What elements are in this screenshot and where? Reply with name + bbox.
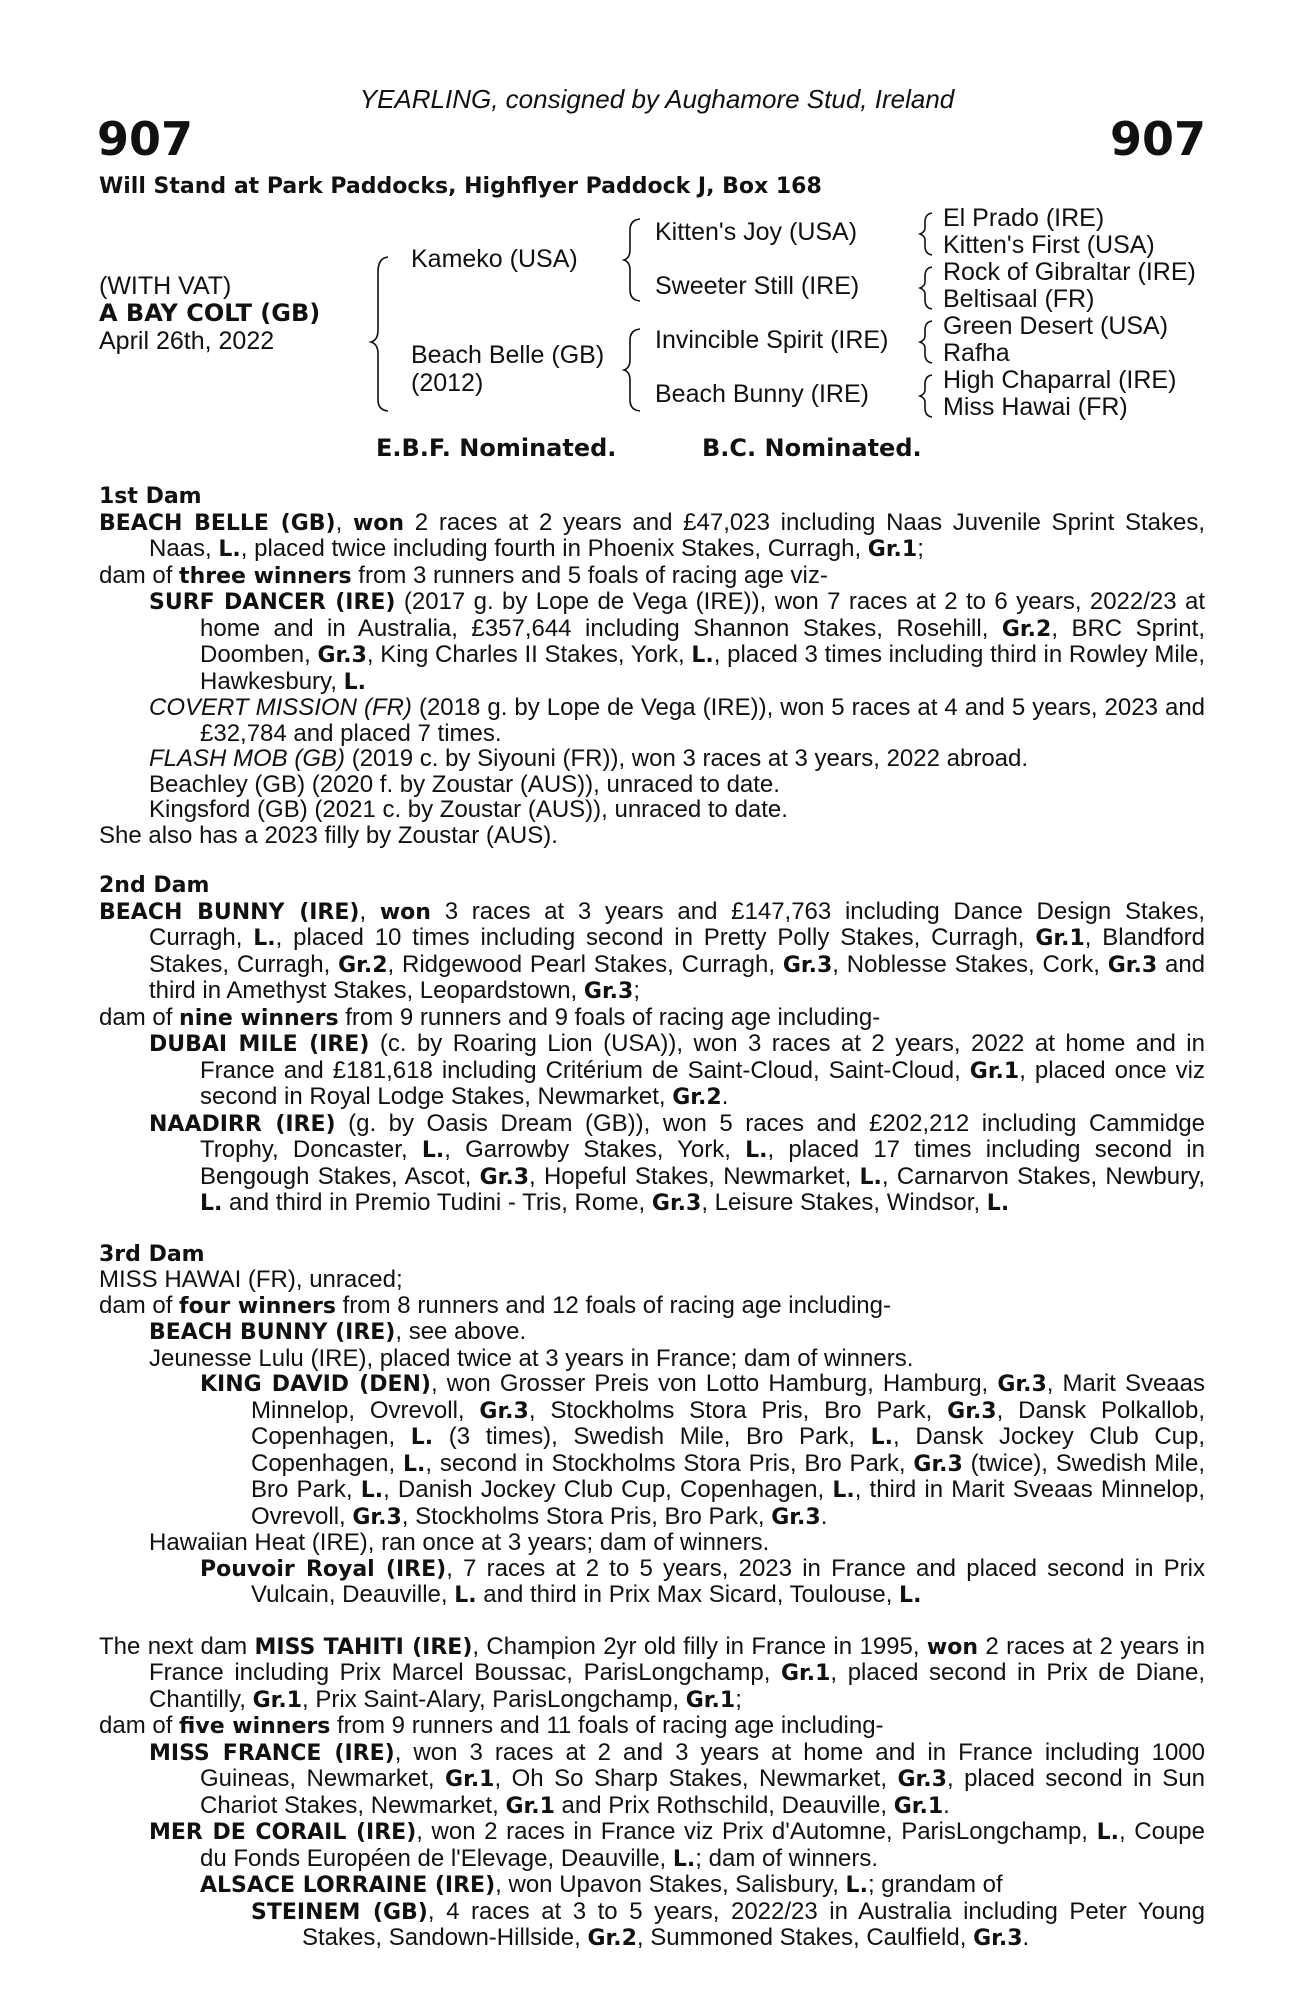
text: , Marit Sveaas Minnelop, Ovrevoll,: [251, 1370, 1205, 1424]
text: dam of: [99, 1003, 180, 1031]
produce-record: [99, 1872, 1205, 1899]
text: ;: [633, 977, 641, 1004]
text: , Stockholms Stora Pris, Bro Park,: [401, 1502, 772, 1530]
text: and Prix Rothschild, Deauville,: [554, 1791, 894, 1819]
consignor-line: YEARLING, consigned by Aughamore Stud, Ireland: [359, 84, 955, 114]
text: , placed 17 times including second in Bengough Stakes, Ascot,: [200, 1136, 1205, 1190]
dam-of-dam: Beach Bunny (IRE): [655, 380, 869, 408]
bold-text: STEINEM (GB): [251, 1899, 428, 1925]
gen3-ancestor: High Chaparral (IRE): [943, 366, 1177, 394]
text: , Hopeful Stakes, Newmarket,: [529, 1162, 860, 1190]
bold-text: Gr.1: [867, 537, 918, 562]
produce-record: [99, 1346, 1205, 1372]
text: , won 3 races at 2 and 3 years at home and in France including 1000 Guineas, Newmarket,: [200, 1738, 1205, 1792]
bc-nomination: B.C. Nominated.: [702, 434, 922, 462]
text: from 3 runners and 5 foals of racing age viz-: [351, 561, 828, 589]
bold-text: L.: [421, 1138, 445, 1163]
bold-text: DUBAI MILE (IRE): [149, 1032, 370, 1057]
text: , Summoned Stakes, Caulfield,: [636, 1924, 974, 1951]
text: , Dansk Jockey Club Cup, Copenhagen,: [251, 1423, 1206, 1477]
produce-record: [99, 772, 1205, 798]
text: 3 races at 3 years and £147,763 including Dance Design Stakes, Curragh,: [149, 897, 1205, 951]
bold-text: Gr.3: [973, 1926, 1023, 1951]
text: dam of: [99, 1291, 180, 1319]
text: ; dam of winners.: [695, 1844, 879, 1872]
text: , placed second in Sun Chariot Stakes, Newmarket,: [200, 1765, 1206, 1819]
bold-text: won: [352, 510, 405, 536]
stand-location: Will Stand at Park Paddocks, Highflyer Paddock J, Box 168: [99, 174, 822, 199]
bold-text: L.: [859, 1164, 882, 1190]
text: and third in Amethyst Stakes, Leopardstown,: [149, 950, 1206, 1004]
bold-text: L.: [845, 1873, 868, 1898]
bold-text: won: [379, 899, 431, 925]
dam-name: Beach Belle (GB): [411, 341, 605, 369]
text: , 7 races at 2 to 5 years, 2023 in France and placed second in Prix Vulcain, Deauville,: [251, 1554, 1205, 1608]
text: (3 times), Swedish Mile, Bro Park,: [433, 1423, 871, 1450]
text: 2 races at 2 years and £47,023 including Naas Juvenile Sprint Stakes, Naas,: [149, 508, 1206, 562]
produce-record: [99, 1319, 1205, 1346]
text: , Leisure Stakes, Windsor,: [701, 1189, 987, 1216]
text: , Ridgewood Pearl Stakes, Curragh,: [387, 950, 783, 978]
text: Hawaiian Heat (IRE), ran once at 3 years; dam of winners.: [149, 1529, 770, 1556]
produce-record: [99, 746, 1205, 772]
text: dam of: [99, 1712, 180, 1739]
bold-text: L.: [218, 537, 241, 562]
bold-text: four winners: [179, 1293, 336, 1319]
text: (2017 g. by Lope de Vega (IRE)), won 7 races at 2 to 6 years, 2022/23 at home and in Australia, £357,644 including Shannon Stakes, Rosehill,: [200, 588, 1206, 642]
text: The next dam: [99, 1632, 255, 1660]
ebf-nomination: E.B.F. Nominated.: [376, 434, 617, 462]
bold-text: Gr.1: [969, 1058, 1020, 1084]
text: , placed once viz second in Royal Lodge Stakes, Newmarket,: [200, 1056, 1205, 1110]
produce-record: [99, 589, 1205, 695]
lot-number-right: 907: [1109, 112, 1206, 166]
bold-text: Gr.1: [1035, 926, 1085, 951]
text: Jeunesse Lulu (IRE), placed twice at 3 years in France; dam of winners.: [149, 1344, 914, 1372]
text: , Prix Saint-Alary, ParisLongchamp,: [302, 1685, 686, 1713]
lot-number-left: 907: [97, 112, 194, 166]
vat-note: (WITH VAT): [99, 272, 232, 300]
bold-text: ALSACE LORRAINE (IRE): [200, 1873, 496, 1898]
bold-text: NAADIRR (IRE): [149, 1111, 336, 1137]
bold-text: L.: [402, 1451, 426, 1477]
text: , Noblesse Stakes, Cork,: [832, 950, 1108, 978]
produce-record: [99, 797, 1205, 823]
bold-text: Gr.3: [352, 1504, 402, 1530]
bold-text: Gr.3: [479, 1164, 530, 1190]
text: , Coupe du Fonds Européen de l'Elevage, Deauville,: [200, 1818, 1205, 1872]
bold-text: L.: [745, 1138, 768, 1163]
text: , Danish Jockey Club Cup, Copenhagen,: [383, 1476, 833, 1503]
bold-text: Gr.3: [997, 1372, 1047, 1397]
sire-name: Kameko (USA): [411, 245, 578, 273]
bold-text: BEACH BUNNY (IRE): [149, 1320, 396, 1345]
produce-record: [99, 1819, 1205, 1872]
produce-record: [99, 1556, 1205, 1609]
text: ,: [335, 508, 353, 536]
bold-text: MISS TAHITI (IRE): [254, 1634, 473, 1660]
bold-text: Gr.3: [913, 1451, 963, 1477]
bold-text: Gr.1: [893, 1793, 944, 1819]
bold-text: Gr.3: [782, 952, 833, 978]
text: (2018 g. by Lope de Vega (IRE)), won 5 races at 4 and 5 years, 2023 and £32,784 and placed 7 times.: [200, 694, 1206, 747]
text: ; grandam of: [867, 1871, 1003, 1898]
bold-text: SURF DANCER (IRE): [149, 590, 396, 615]
italic-text: COVERT MISSION (FR): [149, 694, 412, 721]
bold-text: L.: [360, 1478, 384, 1503]
text: , won Upavon Stakes, Salisbury,: [495, 1871, 846, 1898]
produce-record: [99, 899, 1205, 1005]
bold-text: Gr.3: [947, 1398, 997, 1424]
produce-record: [99, 1031, 1205, 1111]
bold-text: L.: [343, 669, 366, 695]
catalogue-body: [99, 484, 1205, 1977]
section-heading: 2nd Dam: [99, 873, 210, 898]
bold-text: five winners: [179, 1714, 331, 1739]
text: , see above.: [395, 1318, 527, 1345]
bold-text: L.: [986, 1191, 1010, 1216]
bold-text: BEACH BELLE (GB): [99, 510, 336, 536]
bold-text: Gr.3: [479, 1398, 529, 1424]
bold-text: L.: [899, 1583, 922, 1608]
text: , placed 10 times including second in Pretty Polly Stakes, Curragh,: [275, 924, 1036, 951]
bold-text: won: [926, 1634, 979, 1660]
dam-of-sire: Sweeter Still (IRE): [655, 272, 860, 300]
bold-text: Gr.1: [445, 1767, 495, 1792]
section-heading: 3rd Dam: [99, 1241, 205, 1267]
bold-text: Gr.1: [780, 1661, 831, 1686]
text: dam of: [99, 561, 180, 589]
text: , Carnarvon Stakes, Newbury,: [881, 1162, 1206, 1190]
text: and third in Premio Tudini - Tris, Rome,: [222, 1189, 652, 1216]
section-heading: 1st Dam: [99, 484, 202, 509]
gen3-ancestor: Rock of Gibraltar (IRE): [943, 258, 1196, 286]
text: (2019 c. by Siyouni (FR)), won 3 races at 3 years, 2022 abroad.: [345, 745, 1029, 772]
bold-text: Gr.2: [1001, 616, 1052, 642]
gen3-ancestor: El Prado (IRE): [943, 204, 1105, 232]
bold-text: L.: [253, 926, 276, 951]
text: from 9 runners and 9 foals of racing age including-: [338, 1003, 881, 1031]
text: (c. by Roaring Lion (USA)), won 3 races at 2 years, 2022 at home and in France and £181,618 including Critérium de Saint-Cloud, Saint-Cloud,: [200, 1030, 1205, 1084]
bold-text: MISS FRANCE (IRE): [149, 1740, 395, 1766]
text: 2 races at 2 years in France including Prix Marcel Boussac, ParisLongchamp,: [149, 1632, 1205, 1686]
text: , BRC Sprint, Doomben,: [200, 614, 1205, 668]
dam-section: [99, 484, 1205, 848]
sire-of-dam: Invincible Spirit (IRE): [655, 326, 889, 354]
produce-record: [99, 1293, 1205, 1320]
text: and third in Prix Max Sicard, Toulouse,: [476, 1581, 900, 1608]
bold-text: Gr.3: [317, 643, 367, 668]
text: (twice), Swedish Mile, Bro Park,: [251, 1449, 1205, 1503]
bold-text: nine winners: [179, 1005, 339, 1031]
foaling-date: April 26th, 2022: [99, 327, 275, 355]
text: , King Charles II Stakes, York,: [366, 641, 692, 668]
bold-text: Gr.2: [587, 1926, 637, 1951]
text: , won 2 races in France viz Prix d'Automne, ParisLongchamp,: [416, 1818, 1097, 1845]
text: , third in Marit Sveaas Minnelop, Ovrevoll,: [251, 1476, 1205, 1530]
gen3-ancestor: Miss Hawai (FR): [943, 393, 1128, 421]
dam-section: [99, 1242, 1205, 1609]
bold-text: L.: [691, 643, 714, 668]
italic-text: FLASH MOB (GB): [149, 745, 346, 772]
bold-text: L.: [870, 1425, 894, 1450]
text: , placed twice including fourth in Phoenix Stakes, Curragh,: [240, 535, 868, 562]
text: , placed second in Prix de Diane, Chantilly,: [149, 1659, 1205, 1713]
produce-record: [99, 1740, 1205, 1820]
produce-record: [99, 1530, 1205, 1556]
produce-record: [99, 1634, 1205, 1714]
bold-text: three winners: [179, 563, 352, 589]
dam-foaled-year: (2012): [411, 369, 484, 397]
produce-record: [99, 823, 1205, 849]
text: .: [943, 1791, 950, 1819]
text: , Stockholms Stora Pris, Bro Park,: [528, 1396, 948, 1424]
bold-text: BEACH BUNNY (IRE): [99, 899, 360, 925]
text: She also has a 2023 filly by Zoustar (AUS).: [99, 821, 558, 849]
bold-text: L.: [410, 1425, 434, 1450]
bold-text: Gr.1: [252, 1687, 303, 1713]
bold-text: Gr.3: [1107, 952, 1158, 978]
bold-text: Gr.2: [672, 1085, 722, 1110]
gen3-ancestor: Beltisaal (FR): [943, 285, 1095, 313]
dam-section: [99, 873, 1205, 1217]
text: , Blandford Stakes, Curragh,: [149, 924, 1206, 978]
bold-text: L.: [832, 1478, 855, 1503]
gen3-ancestor: Rafha: [943, 339, 1010, 367]
bold-text: L.: [200, 1191, 223, 1216]
text: , 4 races at 3 to 5 years, 2022/23 in Australia including Peter Young Stakes, Sandown-Hillside,: [302, 1897, 1206, 1951]
bold-text: L.: [672, 1846, 696, 1872]
text: (g. by Oasis Dream (GB)), won 5 races and £202,212 including Cammidge Trophy, Doncaster,: [200, 1109, 1206, 1163]
text: Beachley (GB) (2020 f. by Zoustar (AUS)), unraced to date.: [149, 770, 780, 798]
bold-text: MER DE CORAIL (IRE): [149, 1820, 417, 1845]
bold-text: Gr.1: [505, 1793, 555, 1819]
text: , placed 3 times including third in Rowley Mile, Hawkesbury,: [200, 641, 1205, 695]
produce-record: [99, 1111, 1205, 1217]
gen3-ancestor: Green Desert (USA): [943, 312, 1169, 340]
bold-text: Pouvoir Royal (IRE): [200, 1556, 447, 1582]
text: , second in Stockholms Stora Pris, Bro Park,: [425, 1449, 914, 1477]
text: ;: [735, 1685, 742, 1713]
bold-text: KING DAVID (DEN): [200, 1372, 431, 1397]
bold-text: Gr.2: [338, 952, 388, 978]
text: from 9 runners and 11 foals of racing age including-: [330, 1712, 884, 1739]
sire-of-sire: Kitten's Joy (USA): [655, 218, 858, 246]
bold-text: Gr.3: [897, 1767, 947, 1792]
bold-text: Gr.1: [685, 1687, 736, 1713]
produce-record: [99, 1267, 1205, 1293]
text: , Garrowby Stakes, York,: [444, 1136, 746, 1163]
bold-text: Gr.3: [771, 1504, 821, 1530]
bold-text: L.: [454, 1583, 477, 1608]
text: , Champion 2yr old filly in France in 1995,: [472, 1632, 927, 1660]
produce-record: [99, 1713, 1205, 1740]
text: ;: [917, 535, 924, 562]
text: , Oh So Sharp Stakes, Newmarket,: [494, 1765, 898, 1792]
bold-text: Gr.3: [583, 979, 634, 1004]
text: MISS HAWAI (FR), unraced;: [99, 1266, 403, 1293]
text: , Dansk Polkallob, Copenhagen,: [251, 1396, 1205, 1450]
produce-record: [99, 510, 1205, 563]
produce-record: [99, 1005, 1205, 1032]
bold-text: Gr.3: [651, 1191, 702, 1216]
text: from 8 runners and 12 foals of racing age including-: [335, 1291, 891, 1319]
text: .: [820, 1502, 828, 1530]
text: Kingsford (GB) (2021 c. by Zoustar (AUS)), unraced to date.: [149, 796, 788, 823]
text: , won Grosser Preis von Lotto Hamburg, Hamburg,: [430, 1370, 998, 1397]
lot-title: A BAY COLT (GB): [99, 299, 321, 327]
produce-record: [99, 1899, 1205, 1952]
text: .: [1022, 1924, 1030, 1951]
text: ,: [359, 897, 380, 925]
gen3-ancestor: Kitten's First (USA): [943, 231, 1155, 259]
bold-text: L.: [1096, 1820, 1119, 1845]
text: .: [721, 1083, 729, 1110]
produce-record: [99, 1371, 1205, 1530]
produce-record: [99, 563, 1205, 590]
produce-record: [99, 695, 1205, 746]
dam-section: [99, 1634, 1205, 1952]
